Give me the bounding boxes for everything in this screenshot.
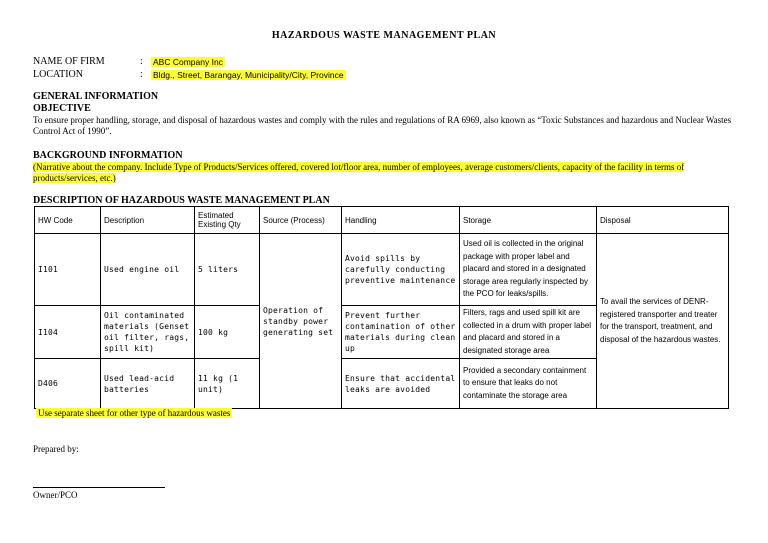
firm-name-colon: : — [140, 56, 143, 67]
handling-cell: Avoid spills by carefully conducting preventive maintenance — [342, 234, 460, 306]
general-information-heading: GENERAL INFORMATION — [33, 91, 159, 102]
handling-cell: Ensure that accidental leaks are avoided — [342, 359, 460, 409]
quantity-cell: 100 kg — [195, 306, 260, 359]
firm-name-label: NAME OF FIRM — [33, 56, 105, 67]
signature-line — [33, 487, 165, 488]
handling-cell: Prevent further contamination of other materials during clean up — [342, 306, 460, 359]
location-label: LOCATION — [33, 69, 83, 80]
background-information-heading: BACKGROUND INFORMATION — [33, 150, 183, 161]
objective-heading: OBJECTIVE — [33, 103, 91, 114]
location-colon: : — [140, 69, 143, 80]
background-text-highlight: (Narrative about the company. Include Type of Products/Services offered, covered lot/floor area, number of employees, average customers/clients, capacity of the facility in terms of products/services, etc.) — [33, 162, 685, 183]
col-header-description: Description — [101, 207, 195, 234]
background-text — [33, 162, 733, 184]
col-header-storage: Storage — [460, 207, 597, 234]
col-header-estimated-qty: Estimated Existing Qty — [195, 207, 260, 234]
hw-code-cell: D406 — [35, 359, 101, 409]
location-value: Bldg., Street, Barangay, Municipality/City, Province — [153, 70, 344, 80]
col-header-handling: Handling — [342, 207, 460, 234]
disposal-cell: To avail the services of DENR-registered transporter and treater for the transport, treatment, and disposal of the hazardous wastes. — [597, 234, 729, 409]
signatory-label: Owner/PCO — [33, 490, 78, 500]
storage-cell: Filters, rags and used spill kit are collected in a drum with proper label and placard and stored in a designated storage area — [460, 306, 597, 359]
description-cell: Used lead-acid batteries — [101, 359, 195, 409]
table-header-row — [35, 207, 729, 234]
objective-text: To ensure proper handling, storage, and disposal of hazardous wastes and comply with the rules and regulations of RA 6969, also known as “Toxic Substances and hazardous and Nuclear Wastes Control Act of 1990”. — [33, 115, 732, 136]
col-header-hw-code: HW Code — [35, 207, 101, 234]
table-row — [35, 234, 729, 306]
page-title: HAZARDOUS WASTE MANAGEMENT PLAN — [271, 30, 497, 41]
storage-cell: Provided a secondary containment to ensure that leaks do not contaminate the storage area — [460, 359, 597, 409]
firm-name-value: ABC Company Inc — [153, 57, 223, 67]
plan-heading: DESCRIPTION OF HAZARDOUS WASTE MANAGEMENT PLAN — [33, 195, 330, 206]
description-cell: Oil contaminated materials (Genset oil filter, rags, spill kit) — [101, 306, 195, 359]
description-cell: Used engine oil — [101, 234, 195, 306]
table-note: Use separate sheet for other type of hazardous wastes — [38, 408, 231, 418]
quantity-cell: 5 liters — [195, 234, 260, 306]
prepared-by-label: Prepared by: — [33, 444, 79, 454]
storage-cell: Used oil is collected in the original package with proper label and placard and stored in a designated storage area regularly inspected by the PCO for leaks/spills. — [460, 234, 597, 306]
hw-code-cell: I104 — [35, 306, 101, 359]
col-header-source: Source (Process) — [260, 207, 342, 234]
hw-code-cell: I101 — [35, 234, 101, 306]
hazardous-waste-table — [34, 206, 729, 409]
col-header-disposal: Disposal — [597, 207, 729, 234]
source-cell: Operation of standby power generating set — [260, 234, 342, 409]
quantity-cell: 11 kg (1 unit) — [195, 359, 260, 409]
